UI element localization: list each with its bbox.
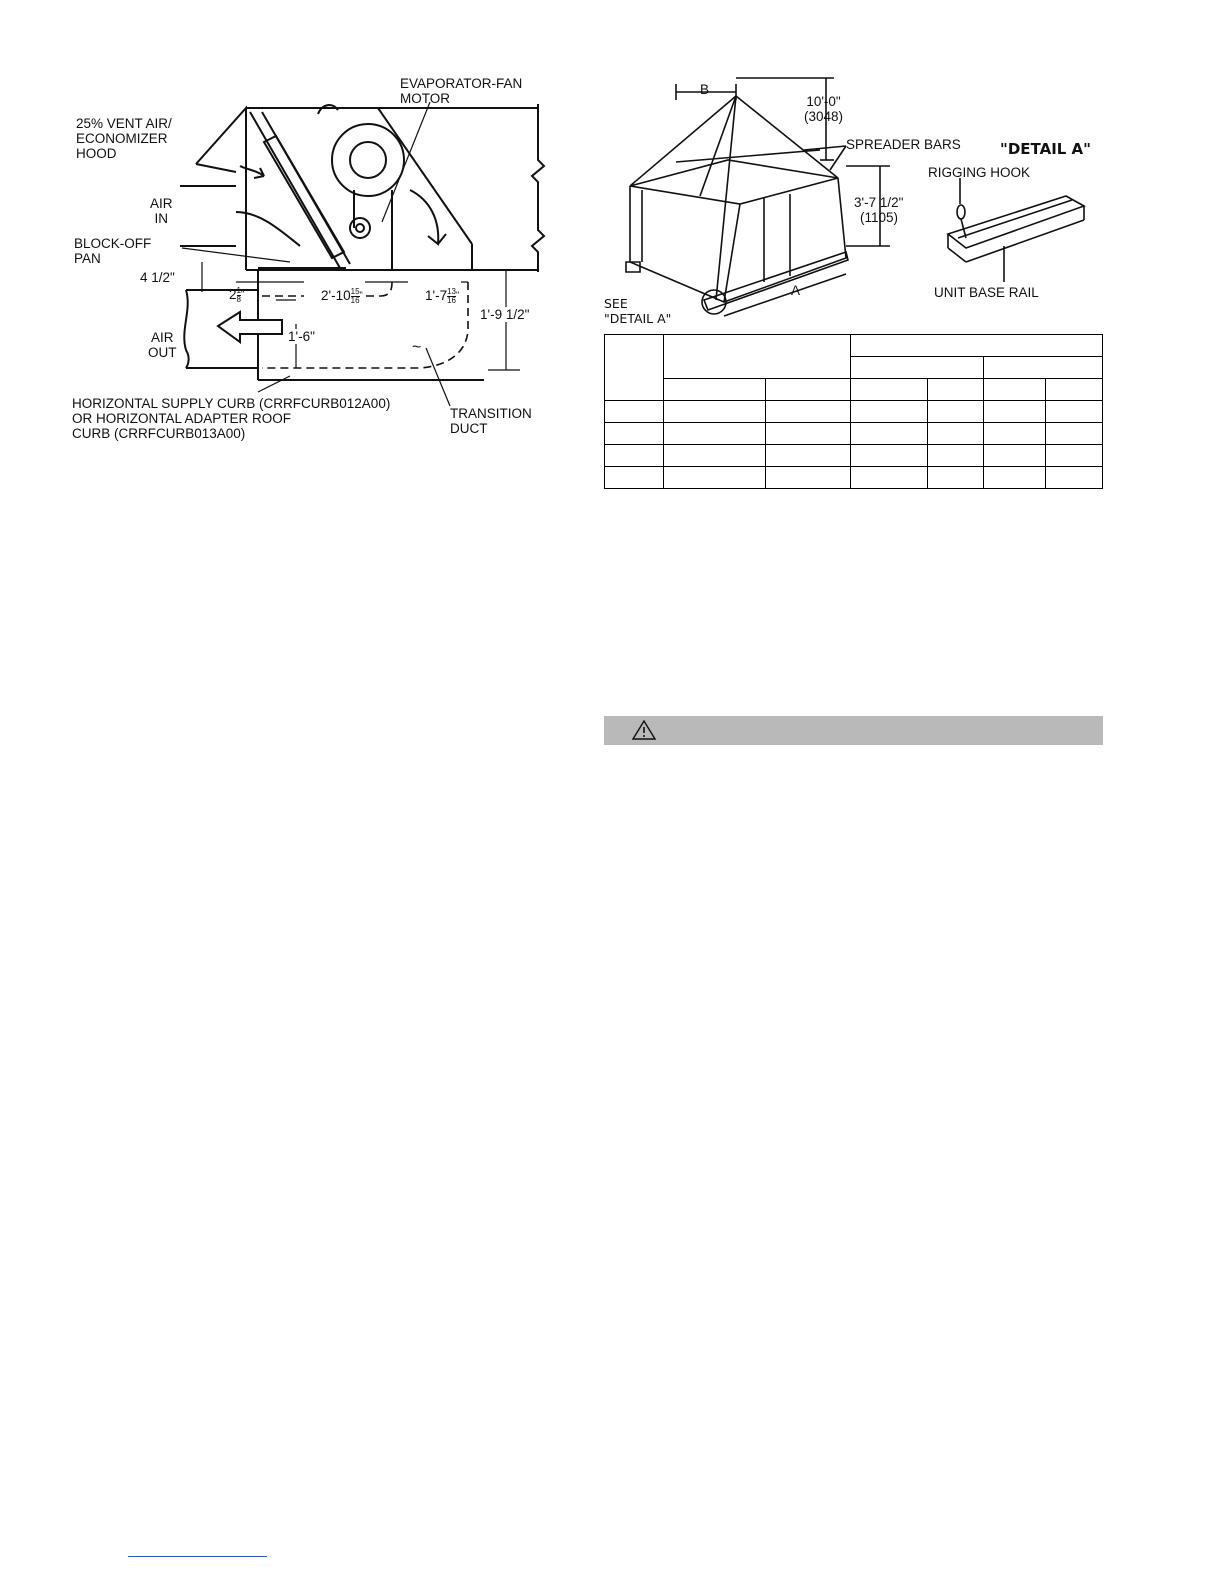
table-header-cell xyxy=(766,379,851,401)
label-rigging-hook: RIGGING HOOK xyxy=(928,165,1031,180)
dimension-b: B xyxy=(700,82,710,97)
label-transition-duct: TRANSITION DUCT xyxy=(450,406,532,436)
table-cell xyxy=(984,401,1046,423)
table-cell xyxy=(928,423,984,445)
dimension-10-0: 10'-0" (3048) xyxy=(804,94,844,124)
table-header-cell xyxy=(851,379,928,401)
table-row xyxy=(605,401,1103,423)
fraction-numerator: 13 xyxy=(447,287,457,296)
table-cell xyxy=(851,401,928,423)
table-cell xyxy=(984,445,1046,467)
table-cell xyxy=(664,401,766,423)
table-cell xyxy=(605,401,664,423)
dimension-4-1-2: 4 1/2" xyxy=(140,270,175,285)
table-header-cell xyxy=(664,379,766,401)
label-air-out: AIR OUT xyxy=(148,330,177,360)
table-cell xyxy=(851,467,928,489)
table-header-row xyxy=(605,335,1103,357)
table-cell xyxy=(851,423,928,445)
dimension-2-1-8 xyxy=(214,272,244,319)
table-header-cell xyxy=(1046,379,1103,401)
table-cell xyxy=(851,445,928,467)
fraction-denominator: 16 xyxy=(447,296,457,305)
table-cell xyxy=(984,423,1046,445)
table-cell xyxy=(766,467,851,489)
table-row xyxy=(605,467,1103,489)
warning-triangle-icon xyxy=(632,720,656,740)
label-detail-a: "DETAIL A" xyxy=(1000,140,1091,158)
dimension-a: A xyxy=(791,283,801,298)
table-cell xyxy=(605,423,664,445)
table-cell xyxy=(605,445,664,467)
fraction-denominator: 16 xyxy=(350,296,360,305)
table-header-cell xyxy=(928,379,984,401)
table-cell xyxy=(766,445,851,467)
dimension-1-7-fraction xyxy=(447,288,456,305)
table-cell xyxy=(984,467,1046,489)
figure-rigging xyxy=(600,60,1110,330)
fraction-numerator: 1 xyxy=(236,286,241,295)
table-cell xyxy=(928,467,984,489)
table-cell xyxy=(766,401,851,423)
fraction-numerator: 15 xyxy=(350,287,360,296)
table-header-cell xyxy=(851,335,1103,357)
dimension-1-9-1-2: 1'-9 1/2" xyxy=(480,307,530,322)
label-unit-base-rail: UNIT BASE RAIL xyxy=(934,285,1039,300)
table-header-cell xyxy=(851,357,984,379)
dimension-2-10 xyxy=(304,273,365,320)
table-cell xyxy=(1046,445,1103,467)
inch-mark: " xyxy=(359,290,363,300)
dimension-2-10-whole: 2'-10 xyxy=(321,288,351,304)
table-header-cell xyxy=(605,335,664,401)
dimension-1-7-whole: 1'-7 xyxy=(425,288,448,304)
label-vent-air-hood: 25% VENT AIR/ ECONOMIZER HOOD xyxy=(76,116,172,161)
table-header-cell xyxy=(664,335,851,379)
label-block-off-pan: BLOCK-OFF PAN xyxy=(74,236,152,266)
dimension-3-7-1-2-mm: (1105) xyxy=(860,210,899,225)
table-cell xyxy=(664,423,766,445)
figure-horizontal-curb xyxy=(60,60,580,460)
table-cell xyxy=(928,445,984,467)
fraction-denominator: 8 xyxy=(236,295,241,304)
table-cell xyxy=(605,467,664,489)
label-evaporator-fan-motor: EVAPORATOR-FAN MOTOR xyxy=(400,76,523,106)
label-spreader-bars: SPREADER BARS xyxy=(846,137,961,152)
dimension-1-6: 1'-6" xyxy=(288,329,315,344)
table-header-row xyxy=(605,379,1103,401)
dimension-3-7-1-2: 3'-7 1/2" xyxy=(854,195,904,210)
inch-mark: " xyxy=(240,289,245,299)
label-air-in: AIR IN xyxy=(150,196,173,226)
label-curb-caption: HORIZONTAL SUPPLY CURB (CRRFCURB012A00) OR HORIZONTAL ADAPTER ROOF CURB (CRRFCURB013A00) xyxy=(72,396,391,441)
table-cell xyxy=(928,401,984,423)
dimension-1-7 xyxy=(408,273,461,320)
label-see-detail-a: SEE "DETAIL A" xyxy=(604,296,672,326)
table-row xyxy=(605,423,1103,445)
inch-mark: " xyxy=(456,290,460,300)
table-cell xyxy=(664,445,766,467)
dimension-2-1-8-whole: 2 xyxy=(229,287,237,303)
table-cell xyxy=(766,423,851,445)
dimension-2-10-fraction xyxy=(351,288,360,305)
table-row xyxy=(605,445,1103,467)
svg-text:~: ~ xyxy=(412,339,422,356)
table-header-cell xyxy=(984,357,1103,379)
footer-link[interactable] xyxy=(128,1556,267,1557)
table-cell xyxy=(664,467,766,489)
table-cell xyxy=(1046,401,1103,423)
warning-banner xyxy=(604,716,1103,745)
rigging-table xyxy=(604,334,1103,489)
table-cell xyxy=(1046,423,1103,445)
table-cell xyxy=(1046,467,1103,489)
table-header-cell xyxy=(984,379,1046,401)
